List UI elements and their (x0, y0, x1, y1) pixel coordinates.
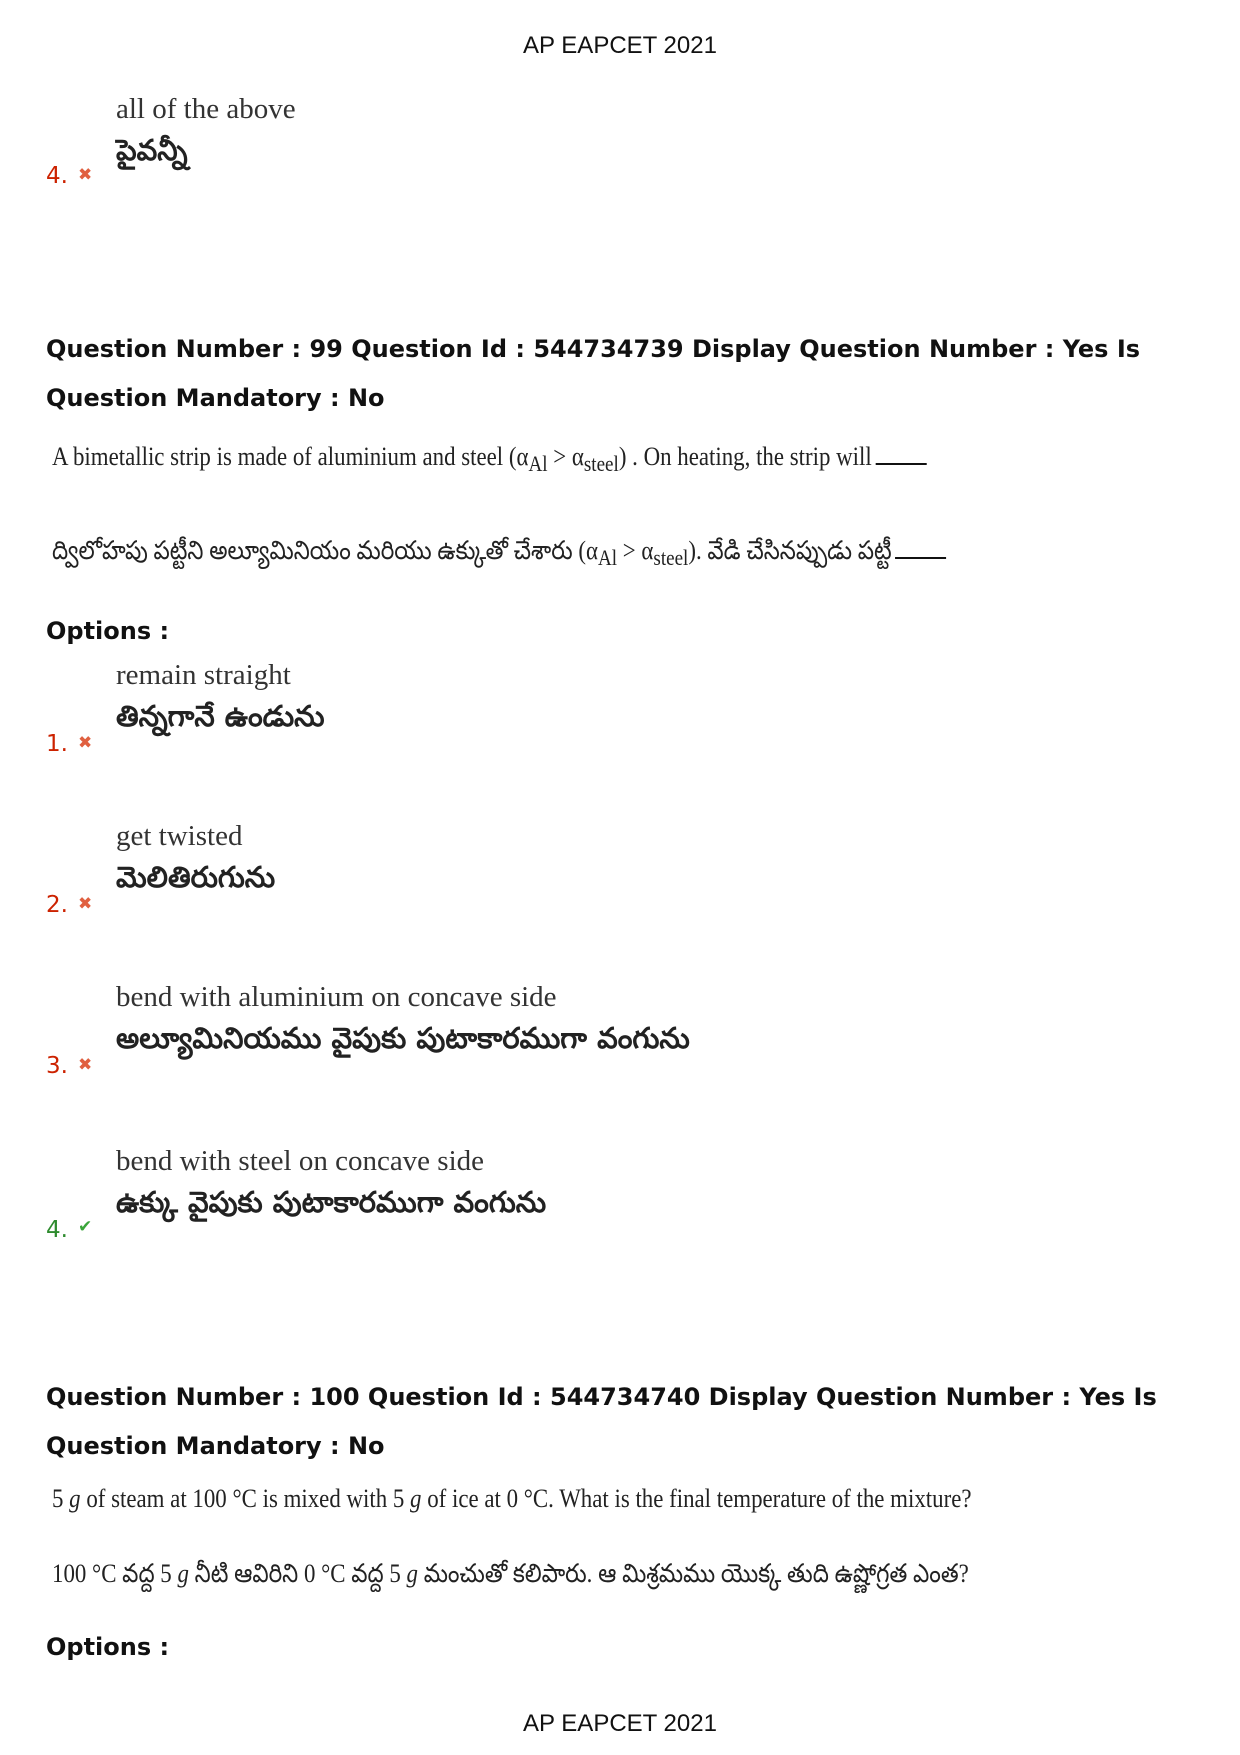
answer-blank (895, 557, 946, 559)
question-meta: Question Number : 100 Question Id : 544734740 Display Question Number : Yes Is Question Mandatory : No (46, 1383, 1157, 1460)
option-text-english: get twisted (116, 820, 243, 852)
question-text-telugu: 100 °C వద్ద 5 g నీటి ఆవిరిని 0 °C వద్ద 5 g మంచుతో కలిపారు. ఆ మిశ్రమము యొక్క తుది ఉష్ణోగ్రత ఎంత? (52, 1559, 969, 1588)
question-text-english: 5 g of steam at 100 °C is mixed with 5 g of ice at 0 °C. What is the final temperature of the mixture? (52, 1484, 972, 1513)
option-number: 4. (46, 1217, 68, 1243)
option-text-english: remain straight (116, 659, 291, 691)
options-label: Options : (46, 617, 170, 645)
option-number: 4. (46, 163, 68, 189)
wrong-answer-icon: ✖ (78, 1055, 93, 1075)
option-text-english: all of the above (116, 93, 296, 125)
wrong-answer-icon: ✖ (78, 165, 93, 185)
option-number: 1. (46, 731, 68, 757)
wrong-answer-icon: ✖ (78, 894, 93, 914)
page-header: AP EAPCET 2021 (523, 32, 717, 59)
options-label: Options : (46, 1633, 170, 1661)
answer-blank (875, 463, 926, 465)
option-text-telugu: పైవన్నీ (116, 133, 188, 167)
question-text-telugu: ద్విలోహపు పట్టీని అల్యూమినియం మరియు ఉక్కుతో చేశారు $(\alpha_{Al} > \alpha_{steel})$. వేడి చేసినప్పుడు పట్టీ (52, 536, 946, 572)
option-text-english: bend with steel on concave side (116, 1145, 485, 1177)
question-text-english: A bimetallic strip is made of aluminium and steel $(\alpha_{Al} > \alpha_{steel})$ . On heating, the strip will (52, 442, 926, 477)
option-text-english: bend with aluminium on concave side (116, 981, 557, 1013)
wrong-answer-icon: ✖ (78, 733, 93, 753)
page-footer: AP EAPCET 2021 (523, 1710, 717, 1737)
option-number: 3. (46, 1053, 68, 1079)
option-text-telugu: తిన్నగానే ఉండును (116, 699, 325, 733)
option-text-telugu: మెలితిరుగును (116, 860, 276, 894)
correct-answer-icon: ✔ (78, 1217, 93, 1237)
question-meta: Question Number : 99 Question Id : 544734739 Display Question Number : Yes Is Question Mandatory : No (46, 335, 1141, 412)
option-number: 2. (46, 892, 68, 918)
option-text-telugu: అల్యూమినియము వైపుకు పుటాకారముగా వంగును (116, 1021, 690, 1055)
option-text-telugu: ఉక్కు వైపుకు పుటాకారముగా వంగును (116, 1185, 547, 1219)
